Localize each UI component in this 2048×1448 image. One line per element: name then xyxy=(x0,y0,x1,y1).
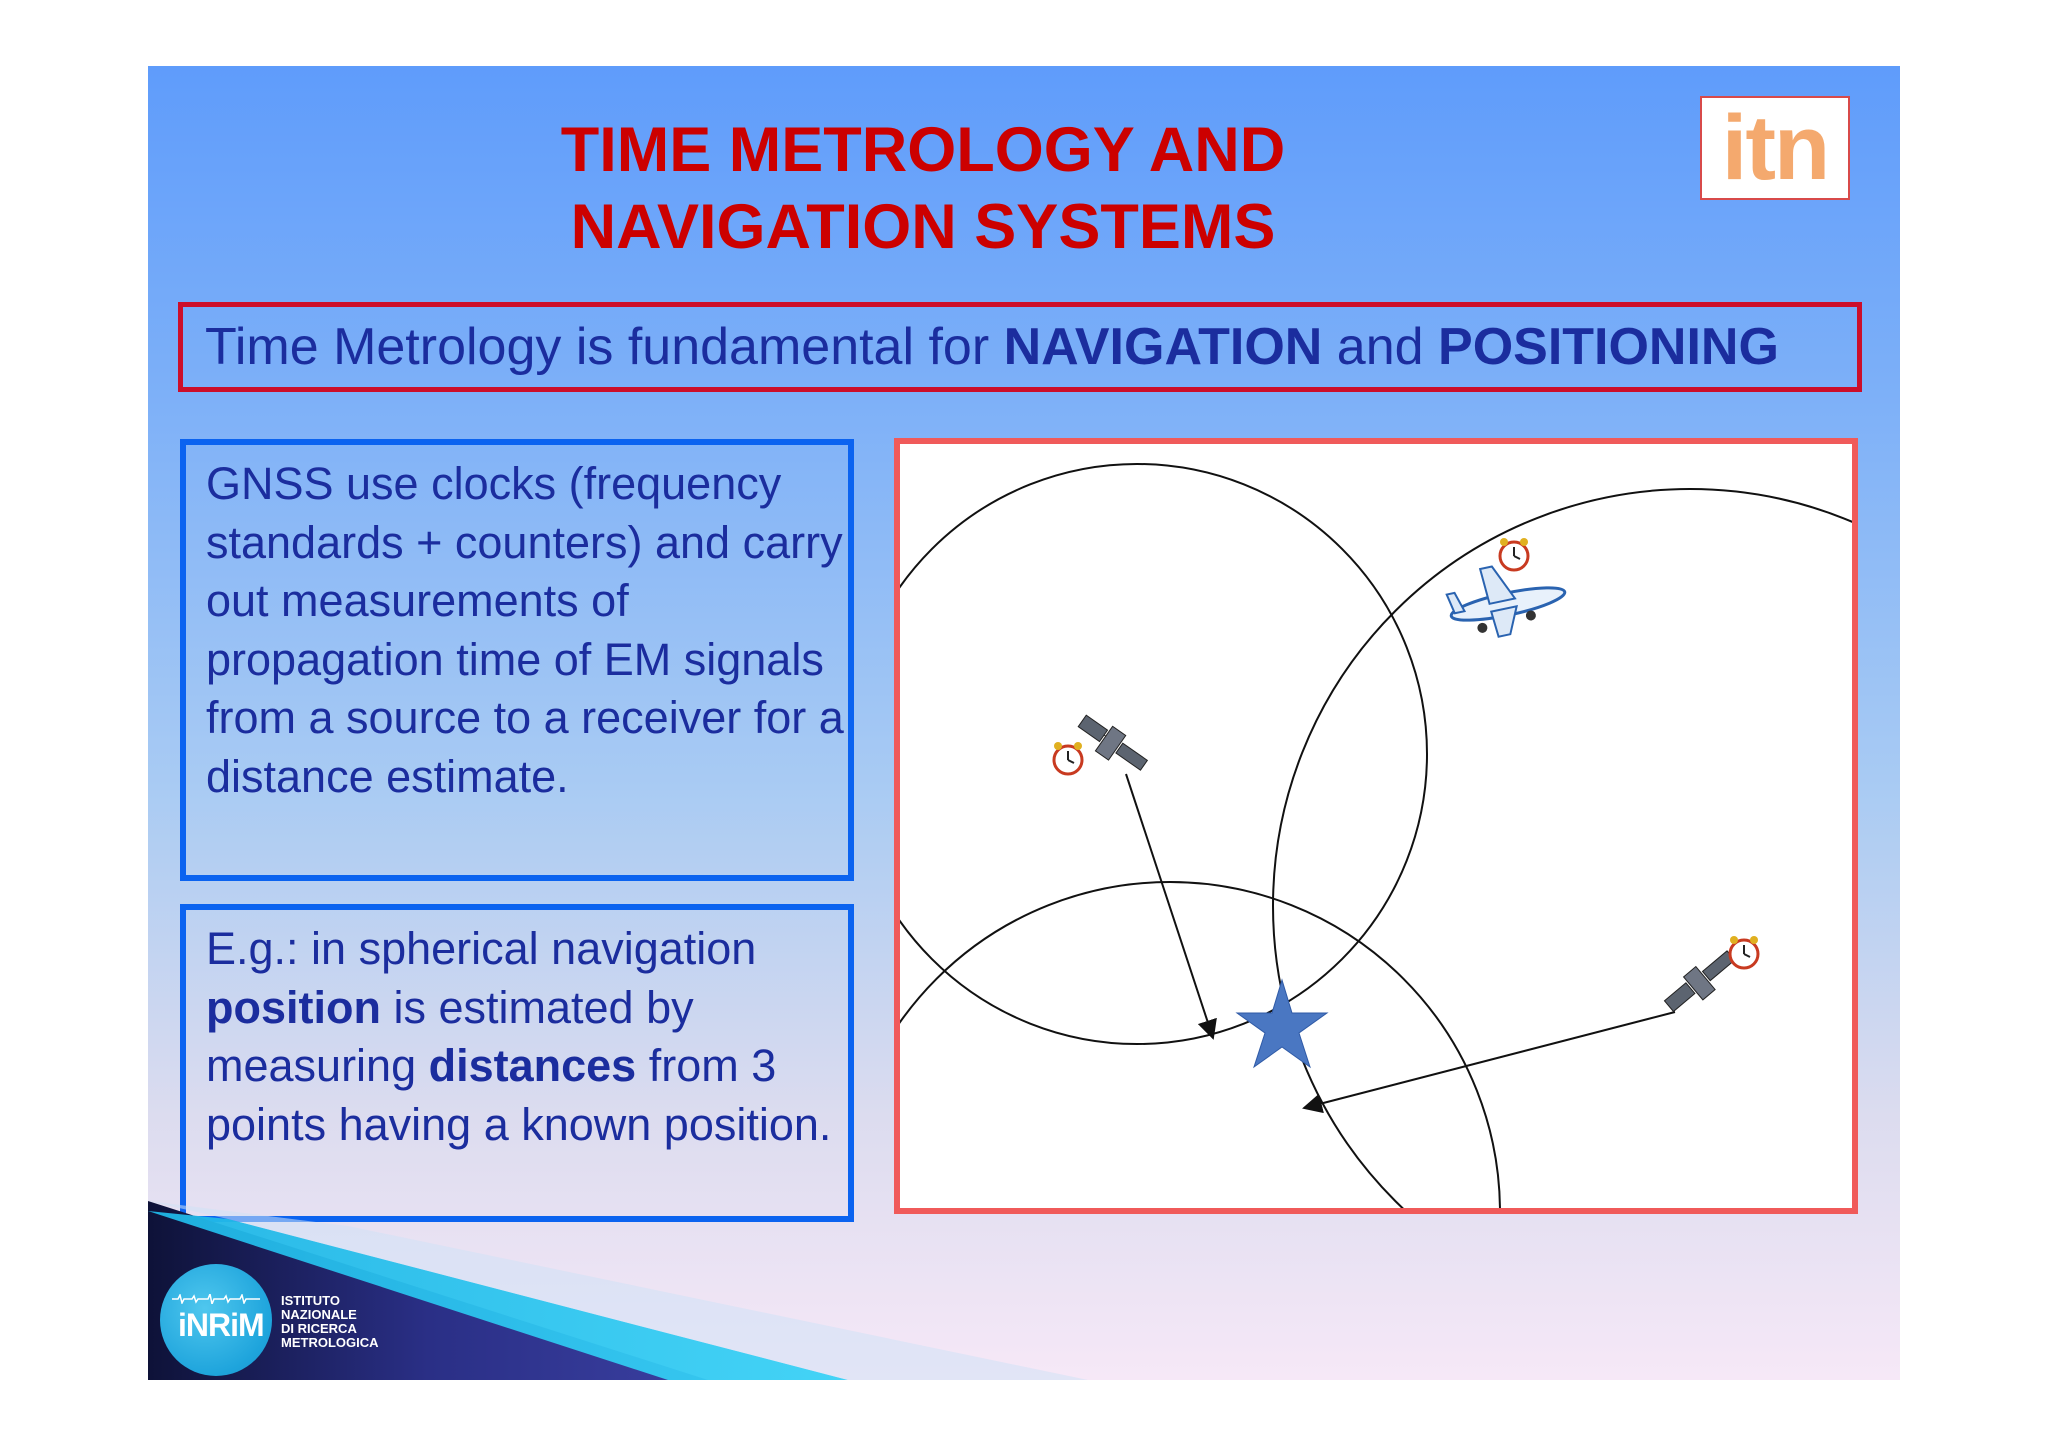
key-statement-banner xyxy=(178,302,1862,392)
title-line-1: TIME METROLOGY AND xyxy=(560,115,1286,185)
banner-navigation: NAVIGATION xyxy=(1003,318,1323,376)
box2-text-3: from 3 points having a known position. xyxy=(206,1040,832,1150)
title-line-2: NAVIGATION SYSTEMS xyxy=(570,192,1276,262)
spherical-navigation-box xyxy=(180,904,854,1222)
satellite-icon xyxy=(1072,710,1151,778)
inrim-line-4: METROLOGICA xyxy=(281,1335,379,1350)
waveform-icon xyxy=(172,1294,260,1304)
inrim-line-1: ISTITUTO xyxy=(281,1293,340,1308)
range-circle-3 xyxy=(900,882,1500,1208)
slide xyxy=(148,66,1900,1380)
trilateration-figure xyxy=(894,438,1858,1214)
trilateration-diagram xyxy=(900,444,1852,1208)
alarm-clock-icon xyxy=(1500,538,1528,570)
alarm-clock-icon xyxy=(1730,936,1758,968)
banner-prefix: Time Metrology is fundamental for xyxy=(205,318,1004,376)
inrim-line-3: DI RICERCA xyxy=(281,1321,357,1336)
box2-text-1: E.g.: in spherical navigation xyxy=(206,923,757,974)
footer-decoration xyxy=(148,1201,1900,1380)
distance-arrow-2 xyxy=(1304,1012,1675,1108)
box2-bold-distances: distances xyxy=(428,1040,637,1091)
inrim-line-2: NAZIONALE xyxy=(281,1307,357,1322)
itn-logo: itn xyxy=(1700,96,1850,200)
gnss-explanation-box: GNSS use clocks (frequency standards + counters) and carry out measurements of propagation time of EM signals from a source to a receiver for a distance estimate. xyxy=(180,439,854,881)
range-circle-1 xyxy=(900,464,1427,1044)
distance-arrow-1 xyxy=(1126,774,1213,1038)
slide-title xyxy=(398,112,1448,266)
inrim-wordmark: iNRiM xyxy=(178,1307,264,1343)
banner-positioning: POSITIONING xyxy=(1438,318,1779,376)
box2-text-2: is estimated by measuring xyxy=(206,981,694,1091)
alarm-clock-icon xyxy=(1054,742,1082,774)
box2-bold-position: position xyxy=(206,981,381,1033)
banner-and: and xyxy=(1322,318,1439,376)
inrim-institute-name xyxy=(281,1294,379,1350)
star-icon xyxy=(1237,980,1327,1067)
